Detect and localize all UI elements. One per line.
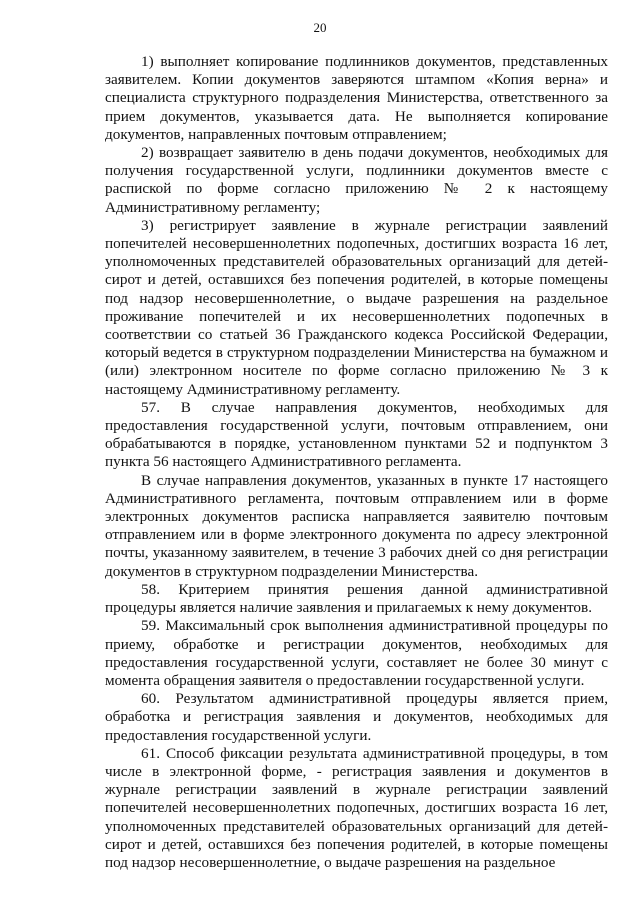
- paragraph-61: 61. Способ фиксации результата административной процедуры, в том числе в электронной форме, - регистрация заявления и документов в журнале регистрации заявлений в журнале регистрации заявлений попечителей несовершеннолетних подопечных, достигших возраста 16 лет, уполномоченных представителей образовательных организаций для детей-сирот и детей, оставшихся без попечения родителей, в которые помещены под надзор несовершеннолетние, о выдаче разрешения на раздельное: [105, 744, 608, 871]
- paragraph-60: 60. Результатом административной процедуры является прием, обработка и регистрация заявления и документов, необходимых для предоставления государственной услуги.: [105, 690, 608, 744]
- paragraph-57: 57. В случае направления документов, необходимых для предоставления государственной услуги, почтовым отправлением, они обрабатываются в порядке, установленном пунктами 52 и подпунктом 3 пункта 56 настоящего Административного регламента.: [105, 398, 608, 471]
- document-body: [105, 53, 608, 872]
- paragraph-1-copying: 1) выполняет копирование подлинников документов, представленных заявителем. Копии документов заверяются штампом «Копия верна» и специалиста структурного подразделения Министерства, ответственного за прием документов, указывается дата. Не выполняется копирование документов, направленных почтовым отправлением;: [105, 53, 608, 143]
- paragraph-58: 58. Критерием принятия решения данной административной процедуры является наличие заявления и прилагаемых к нему документов.: [105, 580, 608, 617]
- paragraph-3-registration: 3) регистрирует заявление в журнале регистрации заявлений попечителей несовершеннолетних подопечных, достигших возраста 16 лет, уполномоченных представителей образовательных организаций для детей-сирот и детей, оставшихся без попечения родителей, в которые помещены под надзор несовершеннолетние, о выдаче разрешения на раздельное проживание попечителей и их несовершеннолетних подопечных в соответствии со статьей 36 Гражданского кодекса Российской Федерации, который ведется в структурном подразделении Министерства на бумажном и (или) электронном носителе по форме согласно приложению № 3 к настоящему Административному регламенту.: [105, 216, 608, 398]
- paragraph-2-return-originals: 2) возвращает заявителю в день подачи документов, необходимых для получения государственной услуги, подлинники документов вместе с распиской по форме согласно приложению № 2 к настоящему Административному регламенту;: [105, 144, 608, 216]
- paragraph-57-receipt: В случае направления документов, указанных в пункте 17 настоящего Административного регламента, почтовым отправлением или в форме электронных документов расписка направляется заявителю почтовым отправлением или в форме электронного документа по адресу электронной почты, указанному заявителем, в течение 3 рабочих дней со дня регистрации документов в структурном подразделении Министерства.: [105, 471, 608, 580]
- paragraph-59: 59. Максимальный срок выполнения административной процедуры по приему, обработке и регистрации документов, необходимых для предоставления государственной услуги, составляет не более 30 минут с момента обращения заявителя о предоставлении государственной услуги.: [105, 617, 608, 689]
- page-number: 20: [313, 20, 327, 35]
